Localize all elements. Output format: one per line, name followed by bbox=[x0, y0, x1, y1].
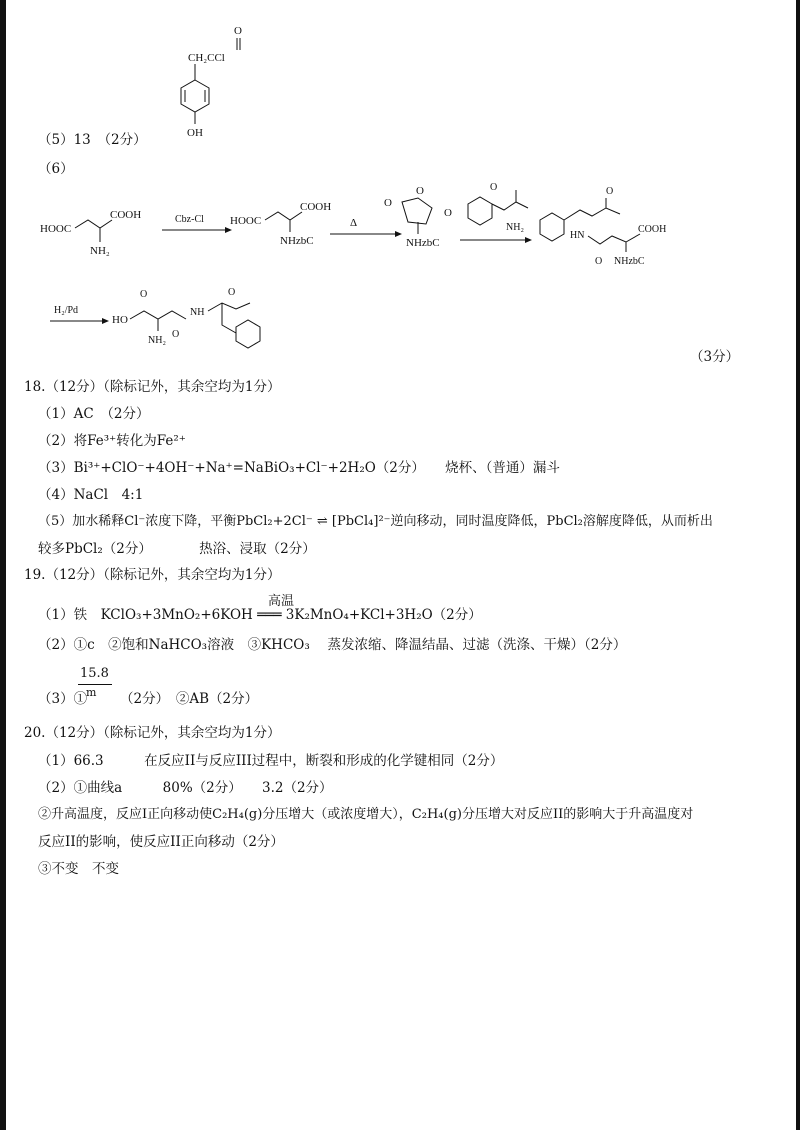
synthesis-scheme-row2 bbox=[40, 285, 340, 365]
q20-part3b: 反应II的影响，使反应II正向移动（2分） bbox=[38, 834, 284, 850]
s5-o2: O bbox=[172, 329, 180, 340]
struct-oh: OH bbox=[187, 127, 203, 139]
q18-part5b: 较多PbCl₂（2分） 热浴、浸取（2分） bbox=[38, 541, 316, 557]
s3-nhzbc: NHzbC bbox=[406, 237, 440, 249]
s5-nh: NH bbox=[190, 307, 205, 318]
struct-acyl-chloride bbox=[150, 20, 280, 150]
q18-part2: （2）将Fe³⁺转化为Fe²⁺ bbox=[38, 433, 186, 449]
q18-title: 18.（12分）（除标记外，其余空均为1分） bbox=[24, 379, 281, 395]
s2-hooc: HOOC bbox=[230, 215, 262, 227]
q19-fraction-den: m bbox=[86, 686, 97, 699]
q19-part3-pre: （3）① bbox=[38, 691, 88, 707]
q18-part4: （4）NaCl 4:1 bbox=[38, 487, 144, 503]
s1-hooc: HOOC bbox=[40, 223, 72, 235]
s3-o1: O bbox=[384, 197, 392, 209]
q19-part1: （1）铁 KClO₃+3MnO₂+6KOH ═══ 3K₂MnO₄+KCl+3H₂O（2分） bbox=[38, 607, 482, 623]
q17-score: （3分） bbox=[690, 349, 740, 365]
s5-o3: O bbox=[228, 287, 236, 298]
s3-o3: O bbox=[444, 207, 452, 219]
s1-cooh: COOH bbox=[110, 209, 142, 221]
page-left-border bbox=[0, 0, 6, 1130]
fraction-bar bbox=[78, 684, 112, 685]
amine-nh2: NH₂ bbox=[506, 222, 524, 233]
amine-o: O bbox=[490, 182, 498, 193]
q20-part3a: ②升高温度，反应I正向移动使C₂H₄(g)分压增大（或浓度增大），C₂H₄(g)分压增大对反应II的影响大于升高温度对 bbox=[38, 807, 694, 822]
q20-part1: （1）66.3 在反应II与反应III过程中，断裂和形成的化学键相同（2分） bbox=[38, 753, 504, 769]
s4-nhzbc: NHzbC bbox=[614, 256, 645, 267]
s4-o1: O bbox=[606, 186, 614, 197]
s4-hn: HN bbox=[570, 230, 585, 241]
q20-title: 20.（12分）（除标记外，其余空均为1分） bbox=[24, 725, 281, 741]
s5-ho: HO bbox=[112, 314, 128, 326]
s2-cooh: COOH bbox=[300, 201, 332, 213]
q18-part5a: （5）加水稀释Cl⁻浓度下降，平衡PbCl₂+2Cl⁻ ⇌ [PbCl₄]²⁻逆向移动，同时温度降低，PbCl₂溶解度降低，从而析出 bbox=[38, 514, 713, 529]
q19-title: 19.（12分）（除标记外，其余空均为1分） bbox=[24, 567, 281, 583]
s2-nhzbc: NHzbC bbox=[280, 235, 314, 247]
s4-o2: O bbox=[595, 256, 603, 267]
s5-o1: O bbox=[140, 289, 148, 300]
s4-cooh: COOH bbox=[638, 224, 667, 235]
q19-fraction-num: 15.8 bbox=[80, 666, 109, 681]
s3-o2: O bbox=[416, 185, 424, 197]
struct-o: O bbox=[234, 25, 242, 37]
q17-part5: （5）13 （2分） bbox=[38, 132, 147, 148]
s5-nh2: NH₂ bbox=[148, 335, 166, 346]
struct-label: CH₂CCl bbox=[188, 52, 225, 64]
s1-nh2: NH₂ bbox=[90, 245, 110, 257]
reagent-cbz-cl: Cbz-Cl bbox=[175, 214, 204, 225]
q20-part4: ③不变 不变 bbox=[38, 861, 119, 877]
q17-part6: （6） bbox=[38, 161, 74, 177]
q19-condition-label: 高温 bbox=[268, 594, 295, 609]
synthesis-scheme-row1 bbox=[40, 180, 760, 275]
page-right-border bbox=[796, 0, 800, 1130]
reagent-h2pd: H₂/Pd bbox=[54, 305, 79, 316]
q20-part2: （2）①曲线a 80%（2分） 3.2（2分） bbox=[38, 780, 333, 796]
q18-part3: （3）Bi³⁺+ClO⁻+4OH⁻+Na⁺=NaBiO₃+Cl⁻+2H₂O（2分） 烧杯、（普通）漏斗 bbox=[38, 460, 560, 476]
q18-part1: （1）AC （2分） bbox=[38, 406, 150, 422]
reagent-delta: Δ bbox=[350, 217, 358, 229]
q19-part2: （2）①c ②饱和NaHCO₃溶液 ③KHCO₃ 蒸发浓缩、降温结晶、过滤（洗涤、干燥）（2分） bbox=[38, 637, 627, 653]
q19-part3-post: （2分） ②AB（2分） bbox=[120, 691, 259, 707]
